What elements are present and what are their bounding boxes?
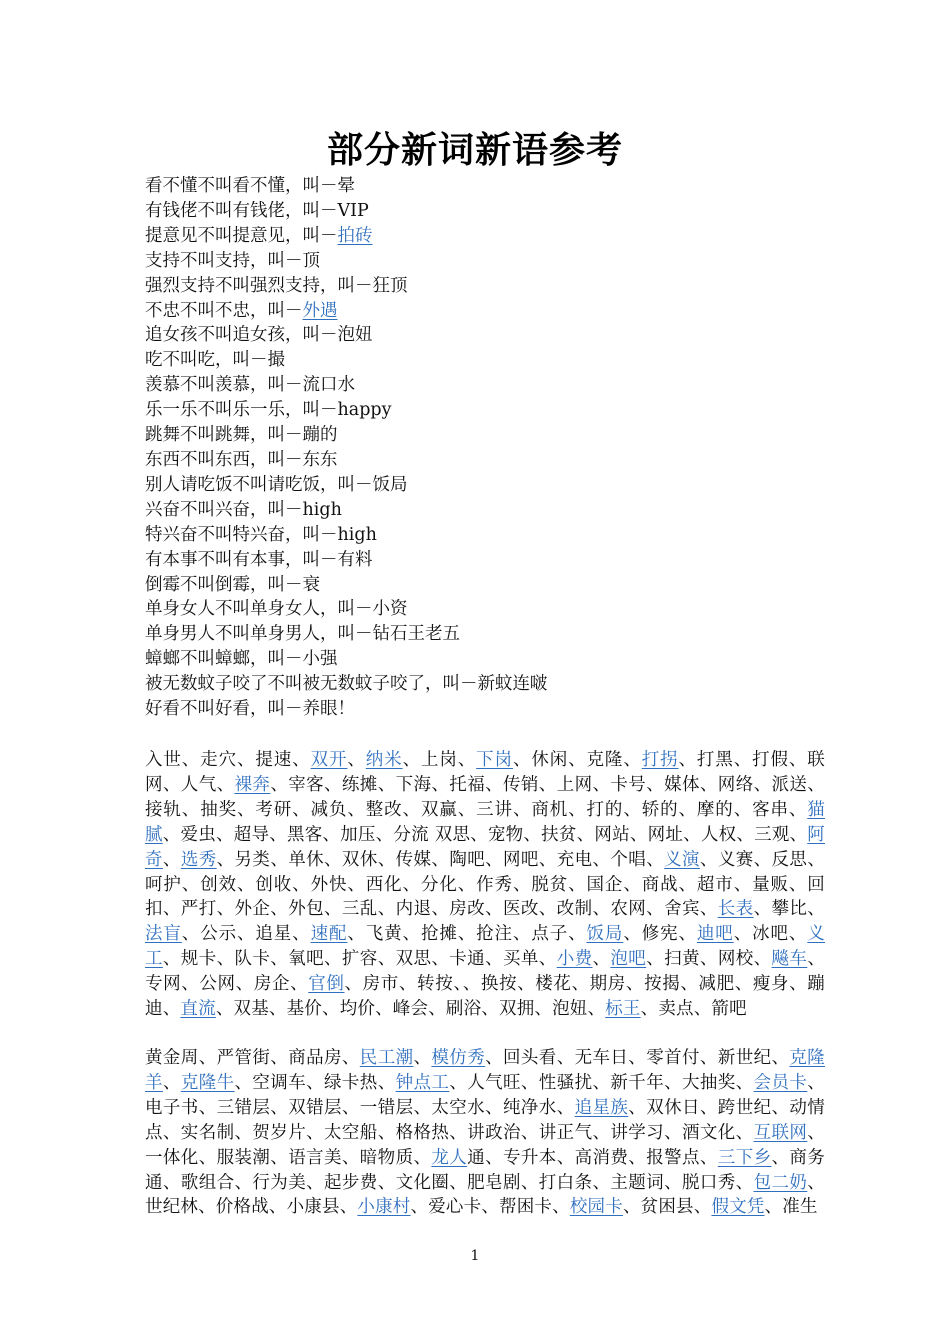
text-run: 蟑螂不叫蟑螂，叫－小强 xyxy=(145,649,338,670)
term-link[interactable]: 互联网 xyxy=(753,1122,808,1143)
term-link[interactable]: 阿奇 xyxy=(145,824,825,870)
text-run: 、 xyxy=(413,1048,432,1068)
term-link[interactable]: 标王 xyxy=(605,999,641,1020)
text-run: 倒霉不叫倒霉，叫－衰 xyxy=(145,574,320,595)
term-link[interactable]: 长表 xyxy=(717,899,754,920)
term-link[interactable]: 裸奔 xyxy=(234,774,271,795)
new-word-line xyxy=(145,622,825,647)
text-run: 看不懂不叫看不懂，叫－晕 xyxy=(145,176,355,196)
word-paragraph-2 xyxy=(145,1046,825,1221)
text-run: 羡慕不叫羡慕，叫－流口水 xyxy=(145,375,355,396)
text-run: 入世、走穴、提速、 xyxy=(145,750,311,770)
text-run: 、房市、转按、、换按、楼花、期房、按揭、减肥、瘦身、蹦迪、 xyxy=(145,974,825,1020)
term-link[interactable]: 三下乡 xyxy=(717,1147,772,1168)
text-run: 支持不叫支持，叫－顶 xyxy=(145,250,320,271)
term-link[interactable]: 法盲 xyxy=(145,924,182,945)
text-run: 特兴奋不叫特兴奋，叫－high xyxy=(145,524,377,545)
text-run: 、扫黄、网校、 xyxy=(646,949,772,970)
new-word-line xyxy=(145,398,825,423)
new-word-line xyxy=(145,573,825,598)
term-link[interactable]: 假文凭 xyxy=(711,1197,765,1218)
text-run: 、世纪林、价格战、小康县、 xyxy=(145,1172,825,1218)
text-run: 好看不叫好看，叫－养眼！ xyxy=(145,699,355,720)
term-link[interactable]: 直流 xyxy=(180,999,216,1020)
text-run: 乐一乐不叫乐一乐，叫－happy xyxy=(145,400,392,421)
term-link[interactable]: 追星族 xyxy=(574,1097,629,1118)
text-run: 、电子书、三错层、双错层、一错层、太空水、纯净水、 xyxy=(145,1072,825,1118)
term-link[interactable]: 选秀 xyxy=(180,849,217,870)
term-link[interactable]: 克隆牛 xyxy=(180,1072,235,1093)
term-link[interactable]: 模仿秀 xyxy=(431,1048,486,1068)
term-link[interactable]: 速配 xyxy=(310,924,348,945)
text-run: 通、专升本、高消费、报警点、 xyxy=(467,1147,718,1168)
term-link[interactable]: 下岗 xyxy=(476,750,513,770)
term-link[interactable]: 泡吧 xyxy=(610,949,647,970)
text-run: 、飞黄、抢摊、抢注、点子、 xyxy=(347,924,587,945)
new-word-line xyxy=(145,199,825,224)
text-run: 跳舞不叫跳舞，叫－蹦的 xyxy=(145,425,338,446)
term-link[interactable]: 打拐 xyxy=(641,750,679,770)
text-run: 、双休日、跨世纪、动情点、实名制、贺岁片、太空船、格格热、讲政治、讲正气、讲学习、酒文化、 xyxy=(145,1097,825,1143)
text-run: 、打黑、打假、联网、人气、 xyxy=(145,750,825,795)
text-run: 提意见不叫提意见，叫－ xyxy=(145,225,338,246)
term-link[interactable]: 龙人 xyxy=(431,1147,468,1168)
term-link[interactable]: 双开 xyxy=(310,750,348,770)
text-run: 、一体化、服装潮、语言美、暗物质、 xyxy=(145,1122,825,1168)
new-word-line xyxy=(145,274,825,299)
text-run: 、 xyxy=(162,849,181,870)
term-link[interactable]: 会员卡 xyxy=(753,1072,808,1093)
new-word-line xyxy=(145,323,825,348)
term-link[interactable]: 克隆羊 xyxy=(145,1048,825,1093)
text-run: 被无数蚊子咬了不叫被无数蚊子咬了，叫－新蚊连啵 xyxy=(145,674,548,695)
text-run: 、贫困县、 xyxy=(622,1197,712,1218)
new-word-line xyxy=(145,523,825,548)
term-link[interactable]: 义工 xyxy=(145,924,825,970)
new-word-line xyxy=(145,647,825,672)
term-link[interactable]: 小费 xyxy=(556,949,593,970)
text-run: 、休闲、克隆、 xyxy=(512,750,642,770)
new-word-line xyxy=(145,672,825,697)
text-run: 、 xyxy=(162,1072,181,1093)
term-link[interactable]: 外遇 xyxy=(302,300,338,321)
new-word-line xyxy=(145,299,825,324)
text-run: 、专网、公网、房企、 xyxy=(145,949,826,995)
text-run: 单身女人不叫单身女人，叫－小资 xyxy=(145,599,408,620)
term-link[interactable]: 饭局 xyxy=(586,924,624,945)
text-run: 、空调车、绿卡热、 xyxy=(234,1072,396,1093)
text-run: 、修宪、 xyxy=(623,924,697,945)
text-run: 、 xyxy=(347,750,366,770)
new-word-line xyxy=(145,597,825,622)
term-link[interactable]: 飚车 xyxy=(771,949,808,970)
text-run: 、商务通、歌组合、行为美、起步费、文化圈、肥皂剧、打白条、主题词、脱口秀、 xyxy=(145,1147,825,1193)
page-number: 1 xyxy=(470,1248,480,1264)
text-run: 、准生 xyxy=(764,1197,818,1218)
text-run: 、公示、追星、 xyxy=(181,924,311,945)
term-link[interactable]: 猫腻 xyxy=(145,799,825,845)
new-word-line xyxy=(145,348,825,373)
new-word-line xyxy=(145,498,825,523)
text-run: 有本事不叫有本事，叫－有料 xyxy=(145,549,373,570)
term-link[interactable]: 迪吧 xyxy=(696,924,734,945)
new-word-line xyxy=(145,473,825,498)
text-run: 兴奋不叫兴奋，叫－high xyxy=(145,499,342,520)
text-run: 、上岗、 xyxy=(402,750,477,770)
text-run: 强烈支持不叫强烈支持，叫－狂顶 xyxy=(145,275,408,296)
word-paragraph-1 xyxy=(145,748,825,1022)
text-run: 、攀比、 xyxy=(753,899,825,920)
text-run: 、另类、单休、双休、传媒、陶吧、网吧、充电、个唱、 xyxy=(216,849,665,870)
text-run: 吃不叫吃，叫－撮 xyxy=(145,350,285,371)
new-word-line xyxy=(145,249,825,274)
term-link[interactable]: 纳米 xyxy=(365,750,403,770)
new-word-line xyxy=(145,697,825,722)
text-run: 追女孩不叫追女孩，叫－泡妞 xyxy=(145,325,373,346)
text-run: 别人请吃饭不叫请吃饭，叫－饭局 xyxy=(145,474,408,495)
term-link[interactable]: 官倒 xyxy=(308,974,345,995)
term-link[interactable]: 义演 xyxy=(664,849,700,870)
term-link[interactable]: 民工潮 xyxy=(359,1048,414,1068)
text-run: 不忠不叫不忠，叫－ xyxy=(145,300,303,321)
text-run: 东西不叫东西，叫－东东 xyxy=(145,449,338,470)
text-run: 、爱虫、超导、黑客、加压、分流 双思、宠物、扶贫、网站、网址、人权、三观、 xyxy=(162,824,808,845)
text-run: 有钱佬不叫有钱佬，叫－VIP xyxy=(145,200,369,221)
document-title: 部分新词新语参考 xyxy=(326,130,623,171)
text-run: 、爱心卡、帮困卡、 xyxy=(410,1197,570,1218)
text-run: 、双基、基价、均价、峰会、刷浴、双拥、泡妞、 xyxy=(215,999,606,1020)
new-word-line xyxy=(145,423,825,448)
text-run: 、宰客、练摊、下海、托福、传销、上网、卡号、媒体、网络、派送、接轨、抽奖、考研、减负、整改、双赢、三讲、商机、打的、轿的、摩的、客串、 xyxy=(145,774,826,820)
term-link[interactable]: 小康村 xyxy=(357,1197,411,1218)
text-run: 单身男人不叫单身男人，叫－钻石王老五 xyxy=(145,624,460,645)
new-word-line xyxy=(145,448,825,473)
new-word-line xyxy=(145,174,825,199)
text-run: 、规卡、队卡、氧吧、扩容、双思、卡通、买单、 xyxy=(162,949,557,970)
new-word-line-list xyxy=(145,174,825,722)
term-link[interactable]: 拍砖 xyxy=(337,225,373,246)
text-run: 、回头看、无车日、零首付、新世纪、 xyxy=(485,1048,790,1068)
text-run: 、冰吧、 xyxy=(733,924,808,945)
text-run: 、卖点、箭吧 xyxy=(640,999,747,1020)
text-run: 、 xyxy=(592,949,611,970)
term-link[interactable]: 校园卡 xyxy=(569,1197,623,1218)
text-run: 、人气旺、性骚扰、新千年、大抽奖、 xyxy=(449,1072,754,1093)
text-run: 黄金周、严管街、商品房、 xyxy=(145,1048,360,1068)
new-word-line xyxy=(145,224,825,249)
new-word-line xyxy=(145,373,825,398)
term-link[interactable]: 包二奶 xyxy=(753,1172,808,1193)
text-run: 、义赛、反思、呵护、创效、创收、外快、西化、分化、作秀、脱贫、国企、商战、超市、量贩、回扣、严打、外企、外包、三乱、内退、房改、医改、改制、农网、舍宾、 xyxy=(145,849,826,920)
term-link[interactable]: 钟点工 xyxy=(395,1072,450,1093)
new-word-line xyxy=(145,548,825,573)
